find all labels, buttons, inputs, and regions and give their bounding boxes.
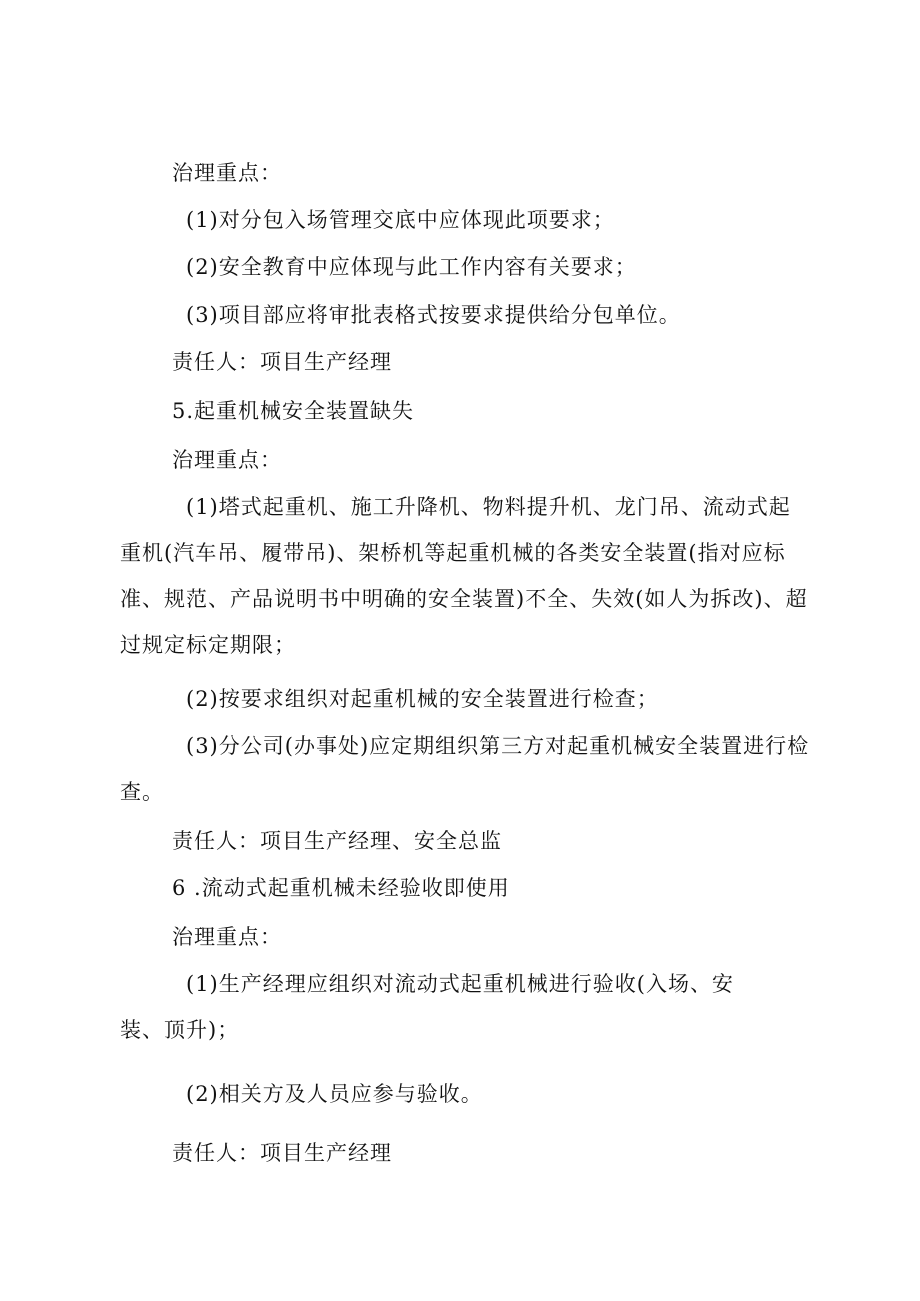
list-item: (2)相关方及人员应参与验收。 xyxy=(186,1082,483,1106)
section-title: 5.起重机械安全装置缺失 xyxy=(172,399,415,423)
list-item: (3)分公司(办事处)应定期组织第三方对起重机械安全装置进行检查。 xyxy=(120,734,810,804)
list-item: (1)对分包入场管理交底中应体现此项要求； xyxy=(186,208,615,232)
list-item: (3)项目部应将审批表格式按要求提供给分包单位。 xyxy=(186,303,681,327)
responsible-line: 责任人：项目生产经理、安全总监 xyxy=(172,829,502,853)
list-item: (1)塔式起重机、施工升降机、物料提升机、龙门吊、流动式起重机(汽车吊、履带吊)、架桥机等起重机械的各类安全装置(指对应标准、规范、产品说明书中明确的安全装置)不全、失效(如人为拆改)、超过规定标定期限； xyxy=(120,495,808,657)
responsible-line: 责任人：项目生产经理 xyxy=(172,350,392,374)
list-item: (1)生产经理应组织对流动式起重机械进行验收(入场、安装、顶升)； xyxy=(120,972,734,1042)
section-heading: 治理重点： xyxy=(172,925,282,949)
section-title: 6 .流动式起重机械未经验收即使用 xyxy=(172,876,510,900)
section-heading: 治理重点： xyxy=(172,161,282,185)
list-item: (2)按要求组织对起重机械的安全装置进行检查； xyxy=(186,687,659,711)
responsible-line: 责任人：项目生产经理 xyxy=(172,1141,392,1165)
section-heading: 治理重点： xyxy=(172,448,282,472)
list-item: (2)安全教育中应体现与此工作内容有关要求； xyxy=(186,255,637,279)
